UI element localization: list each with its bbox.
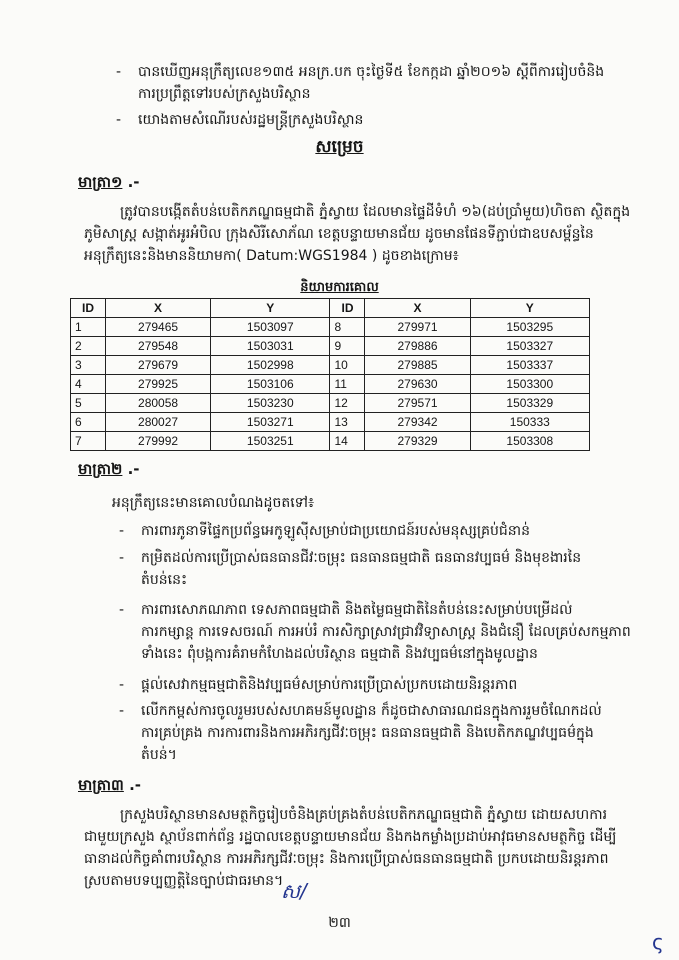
table-title: និយាមការគោល — [300, 280, 379, 295]
column-header: X — [365, 299, 470, 318]
article-3-body — [84, 804, 634, 892]
table-cell: 279342 — [365, 413, 470, 432]
table-cell: 279465 — [106, 318, 211, 337]
table-cell: 279548 — [106, 337, 211, 356]
table-cell: 13 — [330, 413, 365, 432]
intro-bullet — [116, 61, 638, 105]
article-1-heading — [78, 173, 140, 195]
table-row — [71, 413, 590, 432]
table-cell: 280058 — [106, 394, 211, 413]
bullet-line: ផ្តល់សេវាកម្មធម្មជាតិនិងវប្បធម៌សម្រាប់ការប្រើប្រាស់ប្រកបដោយនិរន្តរភាព — [141, 677, 518, 693]
column-header: ID — [71, 299, 106, 318]
table-cell: 10 — [330, 356, 365, 375]
article-title: មាត្រា១ — [78, 173, 123, 191]
objective-item — [119, 547, 636, 591]
bullet-line: ការប្រព្រឹត្តទៅរបស់ក្រសួងបរិស្ថាន — [138, 86, 311, 102]
article-title: មាត្រា២ — [78, 460, 123, 478]
table-cell: 279630 — [365, 375, 470, 394]
article-2-intro: អនុក្រឹត្យនេះមានគោលបំណងដូចតទៅ៖ — [112, 495, 315, 511]
bullet-line: ការគ្រប់គ្រង ការការពារនិងការអភិរក្សជីវៈចម្រុះ ធនធានធម្មជាតិ និងបេតិកភណ្ឌវប្បធម៌ក្នុង — [141, 725, 594, 741]
intro-bullet — [116, 109, 638, 131]
bullet-line: យោងតាមសំណើរបស់រដ្ឋមន្ត្រីក្រសួងបរិស្ថាន — [138, 112, 364, 128]
decision-heading: សម្រេច — [315, 137, 364, 157]
table-row — [71, 394, 590, 413]
table-cell: 2 — [71, 337, 106, 356]
bullet-line: តំបន់។ — [141, 747, 177, 763]
bullet-dash: - — [119, 523, 125, 539]
objective-item — [119, 700, 636, 766]
table-cell: 279971 — [365, 318, 470, 337]
table-cell: 7 — [71, 432, 106, 451]
bullet-dash: - — [119, 550, 125, 566]
bullet-line: ទាំងនេះ ពុំបង្កការគំរាមកំហែងដល់បរិស្ថាន ធម្មជាតិ និងវប្បធម៌នៅក្នុងមូលដ្ឋាន — [141, 646, 538, 662]
column-header: ID — [330, 299, 365, 318]
paragraph-line: អនុក្រឹត្យនេះនិងមាននិយាមកា( Datum:WGS1984 ) ដូចខាងក្រោម៖ — [84, 248, 459, 264]
bullet-line: បានឃើញអនុក្រឹត្យលេខ១៣៥ អនក្រ.បក ចុះថ្ងៃទី៥ ខែកក្កដា ឆ្នាំ២០១៦ ស្តីពីការរៀបចំនិង — [138, 64, 605, 80]
bullet-line: ការពារភូនាទីផ្ទៃកប្រព័ន្ធអេកូឡូស៊ីសម្រាប់ជាប្រយោជន៍របស់មនុស្សគ្រប់ជំនាន់ — [141, 523, 530, 539]
paragraph-line: ត្រូវបានបង្កើតតំបន់បេតិកភណ្ឌធម្មជាតិ ភ្នំស្វាយ ដែលមានផ្ទៃដីទំហំ ១៦(ដប់ប្រាំមួយ)ហិចតា ស្ថិតក្នុង — [120, 204, 631, 220]
table-cell: 9 — [330, 337, 365, 356]
article-suffix: .- — [122, 173, 140, 191]
table-cell: 12 — [330, 394, 365, 413]
table-row — [71, 375, 590, 394]
bullet-line: លើកកម្ពស់ការចូលរួមរបស់សហគមន៍មូលដ្ឋាន ក៏ដូចជាសាធារណជនក្នុងការរួមចំណែកដល់ — [141, 703, 602, 719]
table-cell: 1503271 — [211, 413, 330, 432]
bullet-line: តំបន់នេះ — [141, 572, 188, 588]
article-suffix: .- — [123, 776, 142, 794]
objective-item — [119, 599, 636, 665]
bullet-dash: - — [116, 112, 122, 128]
coordinates-table — [70, 298, 590, 451]
table-row — [71, 432, 590, 451]
paragraph-line: ជាមួយក្រសួង ស្ថាប័នពាក់ព័ន្ធ រដ្ឋបាលខេត្តបន្ទាយមានជ័យ និងកងកម្លាំងប្រដាប់អាវុធមានសមត្ថកិច្ច ដើម្បី — [84, 829, 617, 845]
paragraph-line: ភូមិសាស្ត្រ សង្កាត់អូរអំបិល ក្រុងសិរីសោភ័ណ ខេត្តបន្ទាយមានជ័យ ដូចមានផែនទីភ្ជាប់ជាឧបសម្ព័ន្ធនៃ — [84, 226, 594, 242]
table-header-row — [71, 299, 590, 318]
table-cell: 1503308 — [470, 432, 589, 451]
bullet-dash: - — [119, 677, 125, 693]
article-suffix: .- — [122, 460, 140, 478]
initials-mark: ស/ — [281, 879, 307, 903]
bullet-dash: - — [119, 703, 125, 719]
table-cell: 4 — [71, 375, 106, 394]
table-cell: 279679 — [106, 356, 211, 375]
table-cell: 1503295 — [470, 318, 589, 337]
table-cell: 1503327 — [470, 337, 589, 356]
table-cell: 1503251 — [211, 432, 330, 451]
table-cell: 3 — [71, 356, 106, 375]
table-cell: 1503300 — [470, 375, 589, 394]
paragraph-line: ស្របតាមបទប្បញ្ញត្តិនៃច្បាប់ជាធរមាន។ — [84, 873, 284, 889]
paragraph-line: ធានាដល់កិច្ចគាំពារបរិស្ថាន ការអភិរក្សជីវៈចម្រុះ និងការប្រើប្រាស់ធនធានធម្មជាតិ ប្រកបដោយនិរន្តរភាព — [84, 851, 609, 867]
article-title: មាត្រា៣ — [78, 776, 124, 794]
table-row — [71, 318, 590, 337]
objective-item — [119, 520, 636, 542]
table-cell: 1503230 — [211, 394, 330, 413]
table-cell: 150333 — [470, 413, 589, 432]
table-cell: 6 — [71, 413, 106, 432]
table-cell: 11 — [330, 375, 365, 394]
article-2-heading — [78, 460, 140, 482]
bullet-dash: - — [119, 602, 125, 618]
table-cell: 1503106 — [211, 375, 330, 394]
article-1-body — [84, 201, 634, 267]
table-cell: 1502998 — [211, 356, 330, 375]
table-cell: 14 — [330, 432, 365, 451]
table-cell: 1503097 — [211, 318, 330, 337]
table-cell: 1503337 — [470, 356, 589, 375]
bullet-dash: - — [116, 64, 122, 80]
objective-item — [119, 674, 636, 696]
table-row — [71, 356, 590, 375]
table-cell: 279571 — [365, 394, 470, 413]
table-cell: 8 — [330, 318, 365, 337]
bullet-line: ការកម្សាន្ត ការទេសចរណ៍ ការអប់រំ ការសិក្សាស្រាវជ្រាវវិទ្យាសាស្ត្រ និងជំនឿ ដែលគ្រប់សកម្មភាព — [141, 624, 631, 640]
column-header: Y — [470, 299, 589, 318]
bullet-line: កម្រិតដល់ការប្រើប្រាស់ធនធានជីវៈចម្រុះ ធនធានធម្មជាតិ ធនធានវប្បធម៌ និងមុខងារនៃ — [141, 550, 582, 566]
table-cell: 5 — [71, 394, 106, 413]
bullet-line: ការពារសោភណភាព ទេសភាពធម្មជាតិ និងតម្លៃធម្មជាតិនៃតំបន់នេះសម្រាប់បម្រើដល់ — [141, 602, 573, 618]
table-cell: 279885 — [365, 356, 470, 375]
page-number: ២៣ — [328, 915, 351, 931]
table-cell: 1503031 — [211, 337, 330, 356]
table-cell: 279992 — [106, 432, 211, 451]
column-header: Y — [211, 299, 330, 318]
paragraph-line: ក្រសួងបរិស្ថានមានសមត្ថកិច្ចរៀបចំនិងគ្រប់គ្រងតំបន់បេតិកភណ្ឌធម្មជាតិ ភ្នំស្វាយ ដោយសហការ — [120, 807, 608, 823]
table-cell: 279886 — [365, 337, 470, 356]
article-3-heading — [78, 776, 141, 798]
table-cell: 1503329 — [470, 394, 589, 413]
table-cell: 1 — [71, 318, 106, 337]
table-cell: 279329 — [365, 432, 470, 451]
corner-handwritten-mark: ς — [652, 930, 664, 954]
table-cell: 280027 — [106, 413, 211, 432]
table-cell: 279925 — [106, 375, 211, 394]
column-header: X — [106, 299, 211, 318]
table-row — [71, 337, 590, 356]
